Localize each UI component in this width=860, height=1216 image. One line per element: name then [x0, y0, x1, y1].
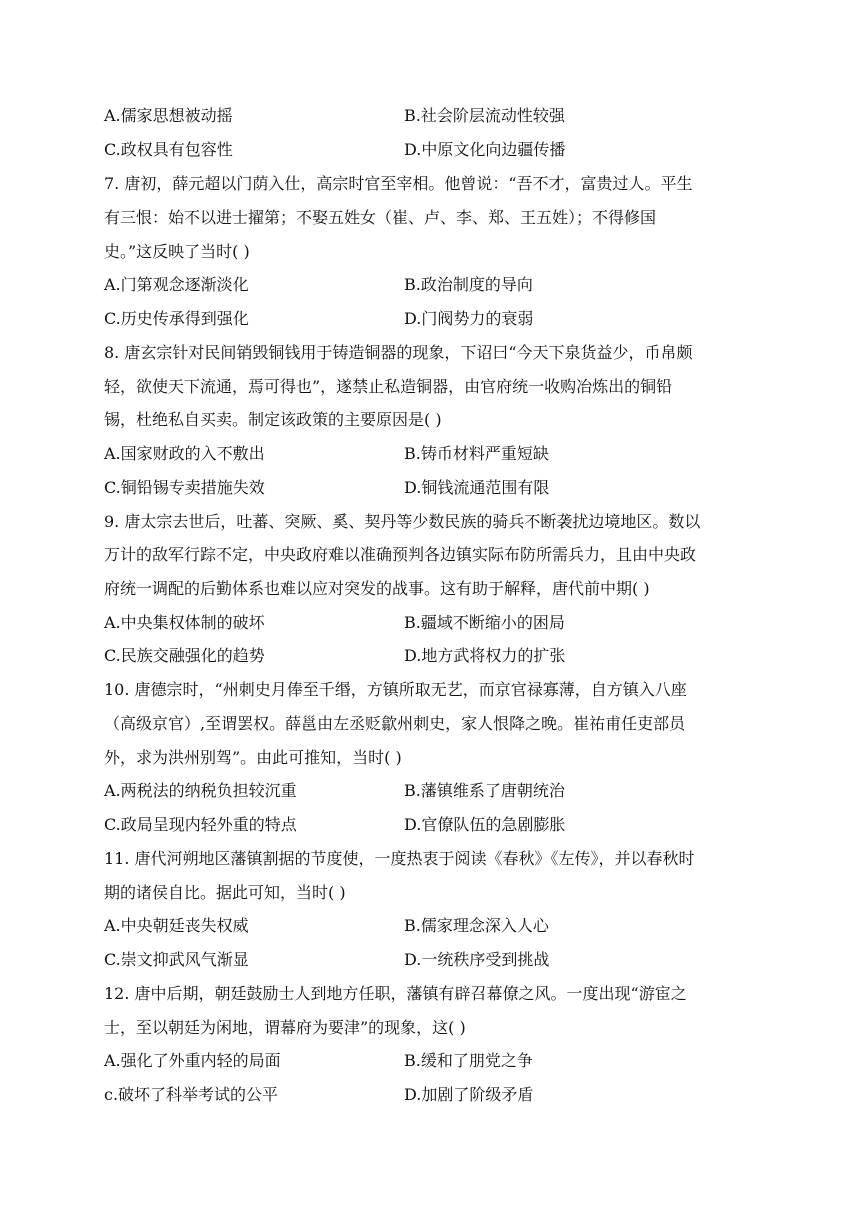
q10-option-a: A.两税法的纳税负担较沉重	[104, 781, 297, 800]
q6-option-a: A.儒家思想被动摇	[104, 106, 233, 125]
q12-stem-line-1: 12. 唐中后期，朝廷鼓励士人到地方任职，藩镇有辟召幕僚之风。一度出现“游宦之	[104, 984, 687, 1003]
q11-option-d: D.一统秩序受到挑战	[404, 950, 550, 969]
q8-option-a: A.国家财政的入不敷出	[104, 444, 265, 463]
q7-option-a: A.门第观念逐渐淡化	[104, 275, 249, 294]
q9-stem-line-1: 9. 唐太宗去世后，吐蕃、突厥、奚、契丹等少数民族的骑兵不断袭扰边境地区。数以	[104, 512, 701, 531]
q10-stem-line-1: 10. 唐德宗时，“州刺史月俸至千缗，方镇所取无艺，而京官禄寡薄，自方镇入八座	[104, 680, 687, 699]
q7-option-d: D.门阀势力的衰弱	[404, 309, 534, 328]
q10-stem-line-2: （高级京官）,至谓罢权。薛邕由左丞贬歙州刺史，家人恨降之晚。崔祐甫任吏部员	[104, 714, 686, 733]
q9-option-b: B.疆域不断缩小的困局	[404, 613, 565, 632]
q12-option-b: B.缓和了朋党之争	[404, 1051, 533, 1070]
q7-option-b: B.政治制度的导向	[404, 275, 533, 294]
q7-stem-line-3: 史。”这反映了当时( )	[104, 242, 250, 261]
q7-option-c: C.历史传承得到强化	[104, 309, 249, 328]
q11-stem-line-2: 期的诸侯自比。据此可知，当时( )	[104, 883, 346, 902]
q9-stem-line-3: 府统一调配的后勤体系也难以应对突发的战事。这有助于解释，唐代前中期( )	[104, 579, 650, 598]
q8-stem-line-1: 8. 唐玄宗针对民间销毁铜钱用于铸造铜器的现象，下诏曰“今天下泉货益少，币帛颇	[104, 343, 693, 362]
q8-option-d: D.铜钱流通范围有限	[404, 478, 550, 497]
q12-option-a: A.强化了外重内轻的局面	[104, 1051, 281, 1070]
q6-option-d: D.中原文化向边疆传播	[404, 140, 566, 159]
q11-option-b: B.儒家理念深入人心	[404, 916, 549, 935]
q11-stem-line-1: 11. 唐代河朔地区藩镇割据的节度使，一度热衷于阅读《春秋》《左传》，并以春秋时	[104, 849, 695, 868]
q11-option-a: A.中央朝廷丧失权威	[104, 916, 249, 935]
q7-stem-line-2: 有三恨：始不以进士擢第；不娶五姓女（崔、卢、李、郑、王五姓）；不得修国	[104, 208, 657, 227]
q8-stem-line-2: 轻，欲使天下流通，焉可得也”，遂禁止私造铜器，由官府统一收购冶炼出的铜铅	[104, 377, 673, 396]
q8-option-b: B.铸币材料严重短缺	[404, 444, 549, 463]
q10-option-d: D.官僚队伍的急剧膨胀	[404, 815, 566, 834]
q11-option-c: C.崇文抑武风气渐显	[104, 950, 249, 969]
q9-stem-line-2: 万计的敌军行踪不定，中央政府难以准确预判各边镇实际布防所需兵力，且由中央政	[104, 545, 697, 564]
q7-stem-line-1: 7. 唐初，薛元超以门荫入仕，高宗时官至宰相。他曾说：“吾不才，富贵过人。平生	[104, 174, 693, 193]
q6-option-b: B.社会阶层流动性较强	[404, 106, 565, 125]
q12-option-d: D.加剧了阶级矛盾	[404, 1085, 534, 1104]
q12-stem-line-2: 士，至以朝廷为闲地，谓幕府为要津”的现象，这( )	[104, 1018, 466, 1037]
q10-option-c: C.政局呈现内轻外重的特点	[104, 815, 297, 834]
q9-option-d: D.地方武将权力的扩张	[404, 646, 566, 665]
q8-stem-line-3: 锡，杜绝私自买卖。制定该政策的主要原因是( )	[104, 410, 442, 429]
q9-option-a: A.中央集权体制的破坏	[104, 613, 265, 632]
q6-option-c: C.政权具有包容性	[104, 140, 233, 159]
q10-stem-line-3: 外，求为洪州别驾”。由此可推知，当时( )	[104, 748, 402, 767]
q8-option-c: C.铜铅锡专卖措施失效	[104, 478, 265, 497]
q12-option-c: c.破坏了科举考试的公平	[104, 1085, 279, 1104]
q9-option-c: C.民族交融强化的趋势	[104, 646, 265, 665]
q10-option-b: B.藩镇维系了唐朝统治	[404, 781, 565, 800]
